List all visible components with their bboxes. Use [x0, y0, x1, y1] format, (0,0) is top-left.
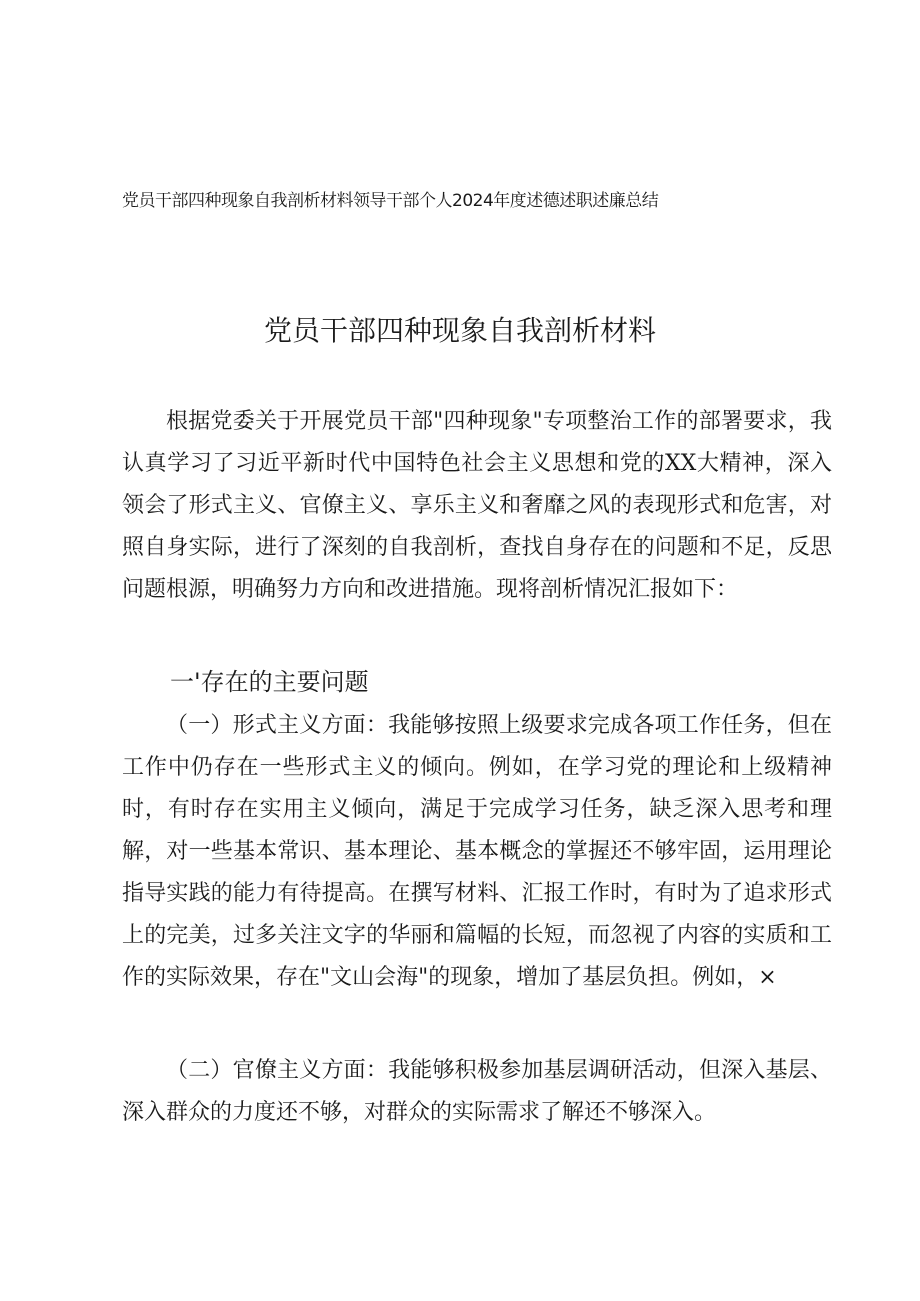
document-main-title: 党员干部四种现象自我剖析材料 — [263, 314, 656, 347]
intro-paragraph: 根据党委关于开展党员干部"四种现象"专项整治工作的部署要求，我认真学习了习近平新时代中国特色社会主义思想和党的XX大精神，深入领会了形式主义、官僚主义、享乐主义和奢靡之风的表现形式和危害，对照自身实际，进行了深刻的自我剖析，查找自身存在的问题和不足，反思问题根源，明确努力方向和改进措施。现将剖析情况汇报如下： — [122, 409, 832, 602]
paragraph-bureaucratism: （二）官僚主义方面：我能够积极参加基层调研活动，但深入基层、深入群众的力度还不够，对群众的实际需求了解还不够深入。 — [122, 1058, 832, 1125]
document-top-title: 党员干部四种现象自我剖析材料领导干部个人2024年度述德述职述廉总结 — [122, 191, 659, 211]
section-heading: 一'存在的主要问题 — [170, 668, 369, 696]
paragraph-formalism: （一）形式主义方面：我能够按照上级要求完成各项工作任务，但在工作中仍存在一些形式主义的倾向。例如，在学习党的理论和上级精神时，有时存在实用主义倾向，满足于完成学习任务，缺乏深入思考和理解，对一些基本常识、基本理论、基本概念的掌握还不够牢固，运用理论指导实践的能力有待提高。在撰写材料、汇报工作时，有时为了追求形式上的完美，过多关注文字的华丽和篇幅的长短，而忽视了内容的实质和工作的实际效果，存在"文山会海"的现象，增加了基层负担。例如，× — [122, 713, 832, 990]
